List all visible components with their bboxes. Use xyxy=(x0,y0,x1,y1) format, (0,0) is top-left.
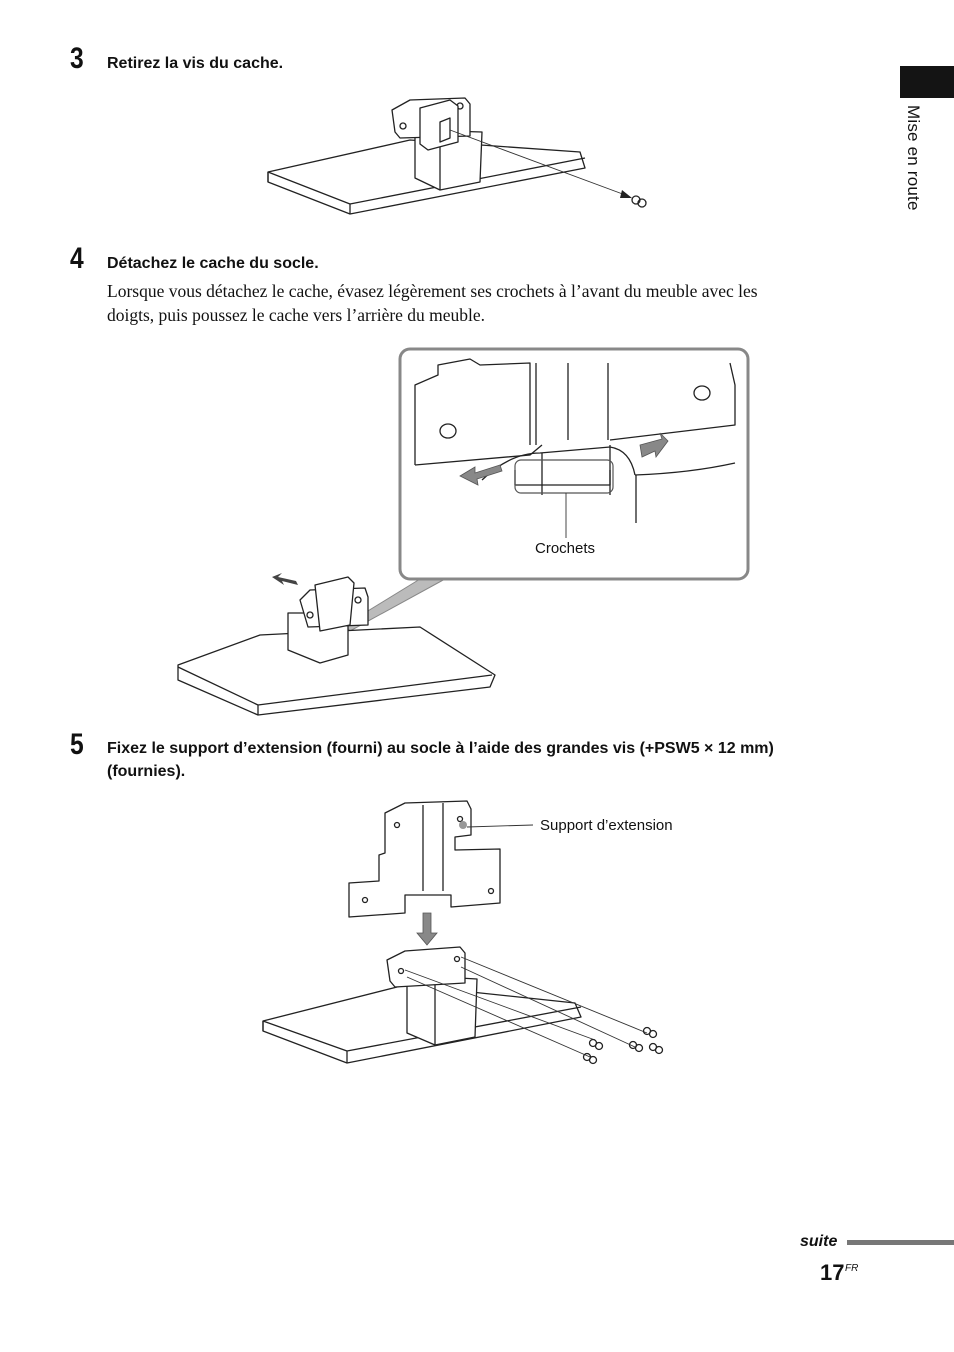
step-5-heading-line-1: Fixez le support d’extension (fourni) au socle à l’aide des grandes vis (+PSW5 × 12 mm) xyxy=(107,740,774,757)
step-5-heading-line-2: (fournies). xyxy=(107,763,186,780)
continued-rule xyxy=(847,1240,954,1245)
hooks-callout: Crochets xyxy=(535,540,596,557)
section-tab-label: Mise en route xyxy=(904,105,923,211)
step-4-heading: Détachez le cache du socle. xyxy=(107,255,319,272)
extension-bracket-callout: Support d’extension xyxy=(540,817,673,834)
continued-label: suite xyxy=(800,1233,838,1250)
page-number-suffix: FR xyxy=(845,1263,859,1274)
step-5-illustration xyxy=(255,795,675,1075)
step-4-detail-illustration xyxy=(170,345,760,725)
section-tab-marker xyxy=(900,66,954,98)
step-4-body-line-1: Lorsque vous détachez le cache, évasez légèrement ses crochets à l’avant du meuble avec les xyxy=(107,281,758,301)
step-5-number: 5 xyxy=(70,728,84,761)
step-4-number: 4 xyxy=(70,242,84,275)
step-3-illustration xyxy=(260,90,680,220)
step-4-body-line-2: doigts, puis poussez le cache vers l’arrière du meuble. xyxy=(107,305,486,325)
step-3-number: 3 xyxy=(70,42,84,75)
page-number: 17 xyxy=(820,1260,845,1285)
step-3-heading: Retirez la vis du cache. xyxy=(107,55,284,72)
